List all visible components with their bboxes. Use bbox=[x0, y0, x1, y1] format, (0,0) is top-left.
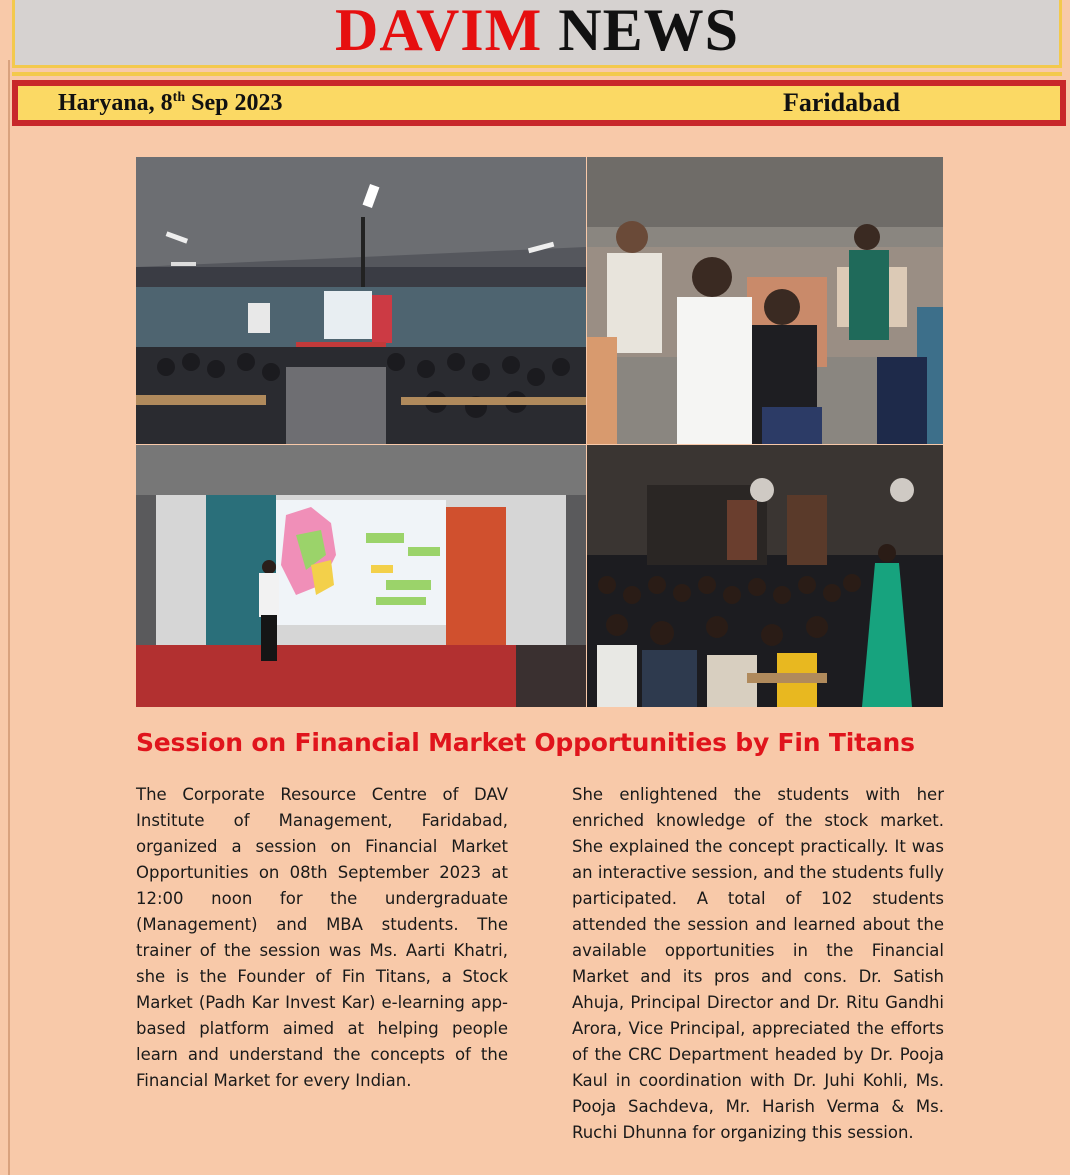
dateline-day-suffix: th bbox=[172, 90, 186, 105]
right-column-text: She enlightened the students with her enriched knowledge of the stock market. She explained the concept practically. It was an interactive session, and the students fully participated. A total of 102 students attended the session and learned about the available opportunities in the Financial Market and its pros and cons. Dr. Satish Ahuja, Principal Director and Dr. Ritu Gandhi Arora, Vice Principal, appreciated the efforts of the CRC Department headed by Dr. Pooja Kaul in coordination with Dr. Juhi Kohli, Ms. Pooja Sachdeva, Mr. Harish Verma & Ms. Ruchi Dhunna for organizing this session. bbox=[572, 785, 944, 1142]
photo-presentation bbox=[136, 445, 586, 707]
photo-students-seated bbox=[587, 157, 943, 444]
dateline-location: Haryana, bbox=[58, 90, 155, 116]
dateline-date bbox=[58, 90, 282, 117]
title-part-red: DAVIM bbox=[335, 0, 543, 63]
article-headline: Session on Financial Market Opportunities by Fin Titans bbox=[136, 728, 915, 757]
dateline-month-year: Sep 2023 bbox=[191, 90, 283, 116]
left-column-text: The Corporate Resource Centre of DAV Institute of Management, Faridabad, organized a session on Financial Market Opportunities on 08th September 2023 at 12:00 noon for the undergraduate (Management) and MBA students. The trainer of the session was Ms. Aarti Khatri, she is the Founder of Fin Titans, a Stock Market (Padh Kar Invest Kar) e-learning app-based platform aimed at helping people learn and understand the concepts of the Financial Market for every Indian. bbox=[136, 785, 508, 1090]
page-border bbox=[8, 60, 10, 1175]
photo-audience bbox=[587, 445, 943, 707]
newspaper-title bbox=[15, 0, 1059, 62]
dateline-bar bbox=[12, 80, 1066, 126]
article-right-column bbox=[572, 782, 944, 1146]
dateline-city: Faridabad bbox=[782, 88, 900, 117]
title-part-black: NEWS bbox=[558, 0, 739, 63]
dateline-day: 8 bbox=[160, 90, 173, 116]
divider bbox=[12, 72, 1062, 76]
photo-auditorium bbox=[136, 157, 586, 444]
masthead bbox=[12, 0, 1062, 68]
article-left-column bbox=[136, 782, 508, 1094]
